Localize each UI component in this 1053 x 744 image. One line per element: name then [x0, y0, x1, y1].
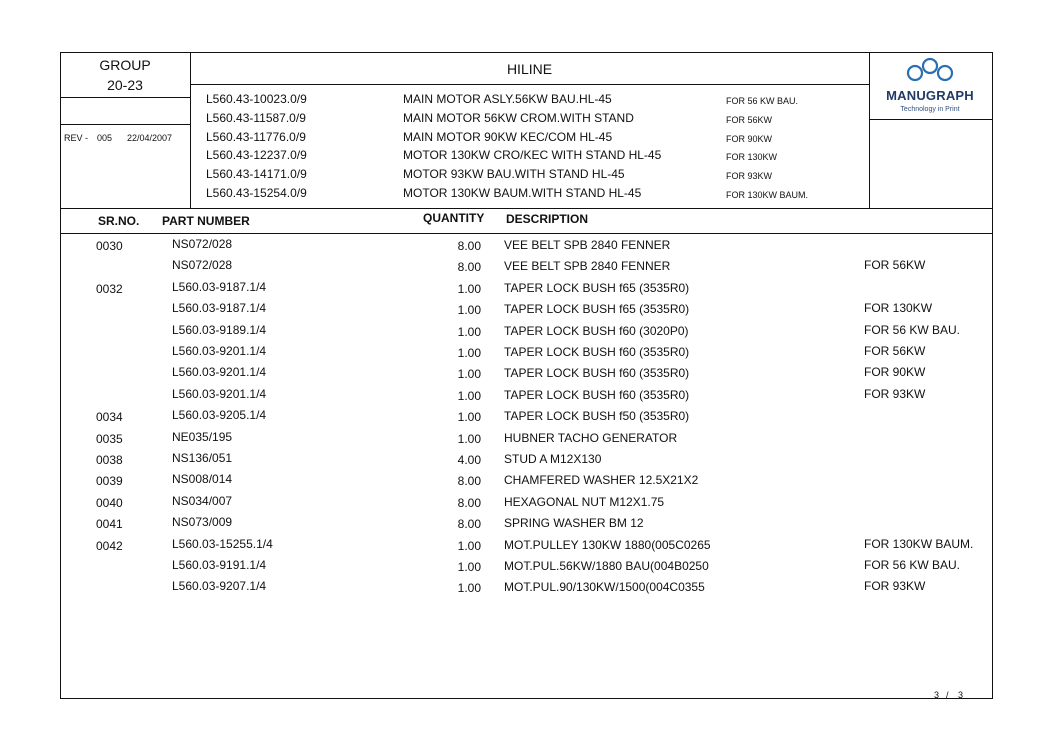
row-srno: 0038	[96, 453, 123, 467]
row-quantity: 8.00	[457, 517, 481, 532]
row-part-number: NS136/051	[172, 451, 233, 465]
row-description: TAPER LOCK BUSH f60 (3535R0)	[504, 345, 690, 359]
row-note: FOR 93KW	[864, 579, 926, 594]
row-quantity: 1.00	[457, 431, 481, 446]
row-srno: 0041	[96, 517, 123, 532]
model-description: MOTOR 130KW BAUM.WITH STAND HL-45	[403, 186, 642, 200]
rev-divider-top	[60, 124, 190, 125]
row-note: FOR 56KW	[864, 258, 926, 273]
row-quantity: 8.00	[457, 239, 481, 253]
row-description: VEE BELT SPB 2840 FENNER	[504, 238, 671, 252]
row-part-number: L560.03-15255.1/4	[172, 536, 273, 551]
row-quantity: 1.00	[457, 303, 481, 318]
row-quantity: 1.00	[457, 346, 481, 360]
model-note: FOR 130KW BAUM.	[726, 190, 809, 200]
model-part-number: L560.43-11776.0/9	[206, 129, 306, 144]
row-part-number: L560.03-9201.1/4	[172, 386, 267, 401]
row-note: FOR 56 KW BAU.	[864, 558, 961, 572]
logo-tagline: Technology in Print	[900, 106, 960, 113]
col-header-qty: QUANTITY	[423, 211, 485, 225]
row-note: FOR 90KW	[864, 365, 926, 380]
row-quantity: 4.00	[457, 453, 481, 467]
row-description: MOT.PULLEY 130KW 1880(005C0265	[504, 537, 711, 552]
row-quantity: 1.00	[457, 560, 481, 574]
row-part-number: NS008/014	[172, 472, 233, 487]
rev-date: 22/04/2007	[127, 133, 173, 143]
row-description: TAPER LOCK BUSH f60 (3020P0)	[504, 323, 689, 338]
model-part-number: L560.43-12237.0/9	[206, 148, 307, 163]
row-quantity: 8.00	[457, 260, 481, 275]
model-part-number: L560.43-15254.0/9	[206, 186, 307, 200]
row-part-number: L560.03-9191.1/4	[172, 558, 267, 572]
row-description: TAPER LOCK BUSH f50 (3535R0)	[504, 409, 690, 424]
logo-mark-icon	[873, 54, 987, 88]
model-description: MAIN MOTOR ASLY.56KW BAU.HL-45	[403, 92, 612, 106]
row-part-number: L560.03-9187.1/4	[172, 279, 267, 294]
col-header-desc: DESCRIPTION	[506, 212, 589, 226]
row-part-number: NS072/028	[172, 237, 233, 251]
row-quantity: 1.00	[457, 581, 481, 596]
page-total: 3	[958, 690, 964, 700]
row-note: FOR 56 KW BAU.	[864, 322, 961, 337]
row-srno: 0040	[96, 495, 123, 510]
row-description: TAPER LOCK BUSH f60 (3535R0)	[504, 387, 690, 402]
model-note: FOR 90KW	[726, 133, 773, 144]
model-part-number: L560.43-14171.0/9	[206, 167, 307, 182]
model-note: FOR 56 KW BAU.	[726, 96, 799, 106]
column-header-bottom	[60, 233, 993, 234]
row-note: FOR 130KW	[864, 301, 933, 316]
row-quantity: 1.00	[457, 410, 481, 425]
logo-divider	[869, 119, 993, 120]
row-part-number: L560.03-9201.1/4	[172, 344, 267, 358]
row-part-number: L560.03-9187.1/4	[172, 301, 267, 316]
row-part-number: L560.03-9189.1/4	[172, 322, 267, 337]
row-quantity: 1.00	[457, 538, 481, 553]
row-srno: 0032	[96, 281, 123, 296]
model-description: MOTOR 93KW BAU.WITH STAND HL-45	[403, 167, 625, 182]
row-description: MOT.PUL.56KW/1880 BAU(004B0250	[504, 559, 709, 573]
row-part-number: L560.03-9201.1/4	[172, 365, 267, 380]
row-note: FOR 56KW	[864, 344, 926, 358]
model-description: MAIN MOTOR 90KW KEC/COM HL-45	[403, 129, 613, 144]
row-srno: 0039	[96, 474, 123, 489]
col-header-srno: SR.NO.	[98, 214, 140, 228]
row-quantity: 1.00	[457, 281, 481, 296]
row-quantity: 1.00	[457, 324, 481, 339]
column-header-top	[60, 208, 993, 209]
row-note: FOR 130KW BAUM.	[864, 536, 974, 551]
row-part-number: NS073/009	[172, 515, 233, 530]
model-description: MAIN MOTOR 56KW CROM.WITH STAND	[403, 110, 634, 125]
row-srno: 0034	[96, 410, 123, 425]
model-note: FOR 56KW	[726, 114, 773, 125]
row-description: TAPER LOCK BUSH f60 (3535R0)	[504, 366, 690, 381]
row-description: SPRING WASHER BM 12	[504, 516, 644, 531]
frame-top	[60, 52, 993, 53]
title-underline	[190, 84, 869, 85]
group-label: GROUP	[99, 57, 151, 73]
frame-bottom	[60, 698, 993, 699]
logo-name: MANUGRAPH	[886, 88, 974, 103]
rev-number: 005	[97, 133, 113, 143]
row-description: TAPER LOCK BUSH f65 (3535R0)	[504, 302, 690, 317]
row-quantity: 1.00	[457, 388, 481, 403]
row-description: TAPER LOCK BUSH f65 (3535R0)	[504, 280, 690, 295]
model-note: FOR 130KW	[726, 152, 778, 163]
row-part-number: L560.03-9207.1/4	[172, 579, 267, 594]
row-part-number: L560.03-9205.1/4	[172, 408, 267, 423]
row-quantity: 8.00	[457, 474, 481, 489]
row-description: HEXAGONAL NUT M12X1.75	[504, 494, 665, 509]
row-quantity: 8.00	[457, 495, 481, 510]
row-part-number: NE035/195	[172, 429, 233, 444]
model-part-number: L560.43-10023.0/9	[206, 92, 307, 106]
row-part-number: NS034/007	[172, 493, 233, 508]
row-note: FOR 93KW	[864, 386, 926, 401]
model-note: FOR 93KW	[726, 171, 773, 182]
logo-col-divider	[869, 52, 870, 209]
row-description: CHAMFERED WASHER 12.5X21X2	[504, 473, 699, 488]
group-divider	[60, 97, 190, 98]
model-description: MOTOR 130KW CRO/KEC WITH STAND HL-45	[403, 148, 662, 163]
frame-left	[60, 52, 61, 699]
row-description: HUBNER TACHO GENERATOR	[504, 430, 678, 445]
frame-right	[992, 52, 993, 699]
row-quantity: 1.00	[457, 367, 481, 382]
row-description: MOT.PUL.90/130KW/1500(004C0355	[504, 580, 705, 595]
group-value: 20-23	[107, 77, 143, 93]
col-header-part: PART NUMBER	[162, 214, 250, 228]
page-current: 3	[934, 690, 940, 700]
model-part-number: L560.43-11587.0/9	[206, 110, 306, 125]
page-title: HILINE	[506, 61, 553, 77]
rev-label: REV -	[64, 133, 89, 143]
row-description: VEE BELT SPB 2840 FENNER	[504, 259, 671, 274]
row-description: STUD A M12X130	[504, 452, 602, 466]
row-srno: 0042	[96, 538, 123, 553]
row-srno: 0030	[96, 239, 123, 253]
page-separator: /	[946, 690, 949, 700]
row-srno: 0035	[96, 431, 123, 446]
row-part-number: NS072/028	[172, 258, 233, 273]
